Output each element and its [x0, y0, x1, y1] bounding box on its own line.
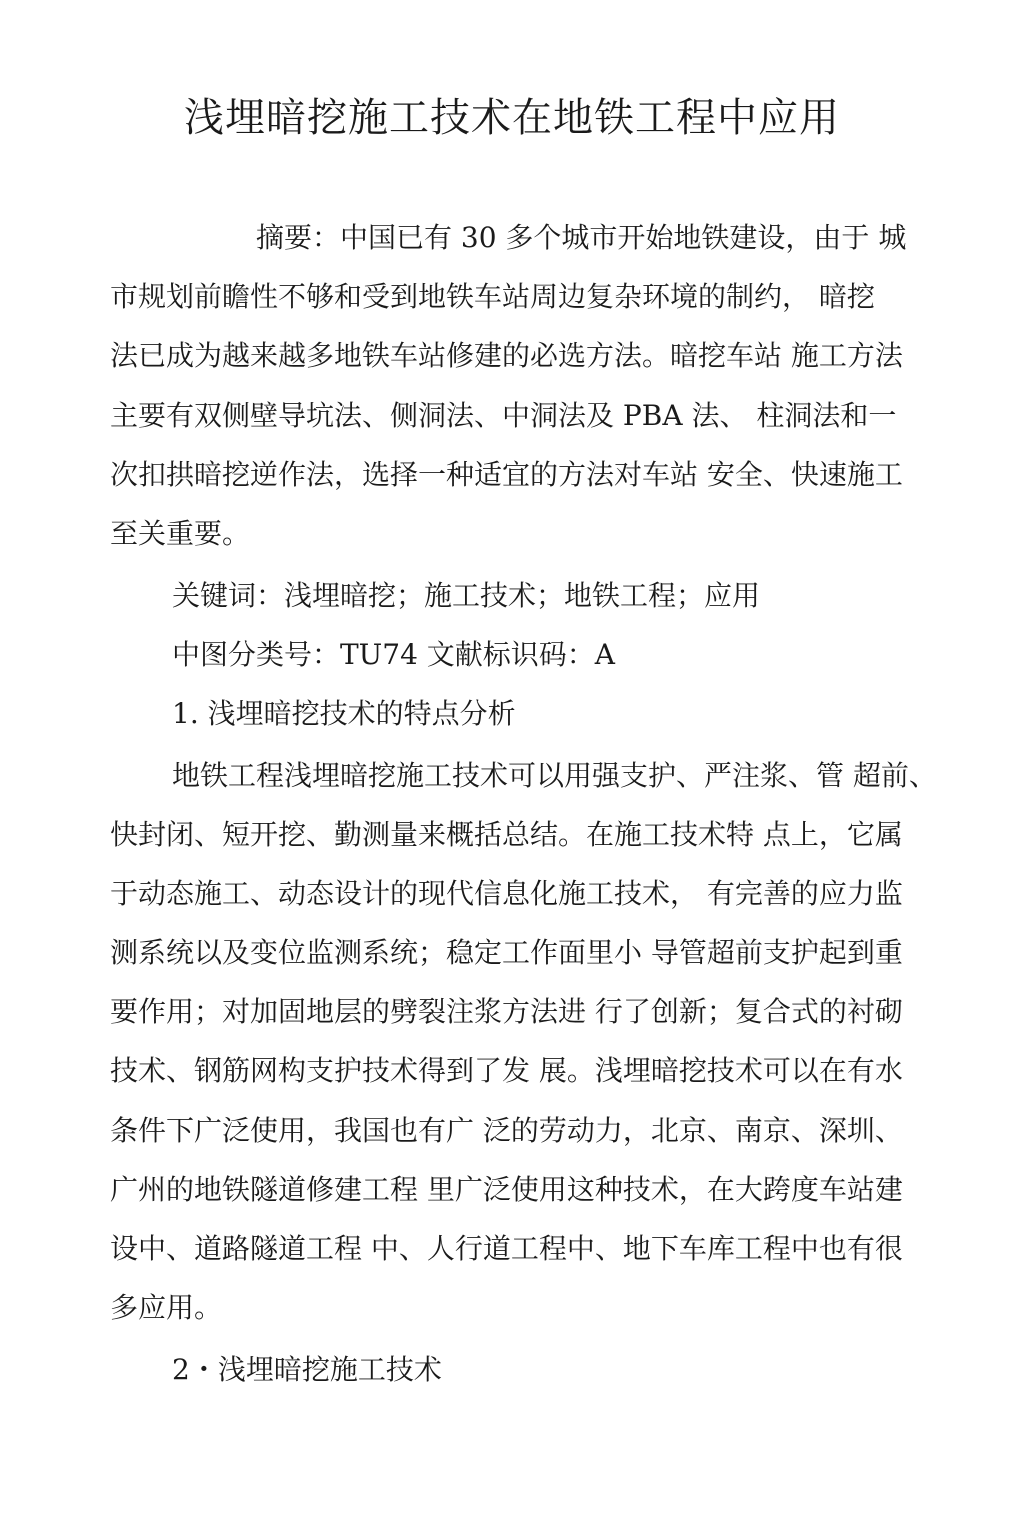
section-1-heading: 1. 浅埋暗挖技术的特点分析: [172, 697, 516, 730]
abstract-line: 市规划前瞻性不够和受到地铁车站周边复杂环境的制约， 暗挖: [110, 280, 875, 313]
section-1-line: 广州的地铁隧道修建工程 里广泛使用这种技术，在大跨度车站建: [110, 1173, 903, 1206]
section-1-line: 地铁工程浅埋暗挖施工技术可以用强支护、严注浆、管 超前、: [172, 759, 937, 792]
section-1-line: 要作用；对加固地层的劈裂注浆方法进 行了创新；复合式的衬砌: [110, 995, 903, 1028]
section-1-line: 多应用。: [110, 1291, 223, 1324]
section-1-line: 条件下广泛使用，我国也有广 泛的劳动力，北京、南京、深圳、: [110, 1114, 903, 1147]
abstract-line: 次扣拱暗挖逆作法，选择一种适宜的方法对车站 安全、快速施工: [110, 458, 903, 491]
section-1-line: 于动态施工、动态设计的现代信息化施工技术， 有完善的应力监: [110, 877, 903, 910]
section-2-heading: 2・浅埋暗挖施工技术: [172, 1353, 442, 1386]
abstract-line: 法已成为越来越多地铁车站修建的必选方法。暗挖车站 施工方法: [110, 339, 903, 372]
section-1-line: 设中、道路隧道工程 中、人行道工程中、地下车库工程中也有很: [110, 1232, 903, 1265]
section-1-line: 测系统以及变位监测系统；稳定工作面里小 导管超前支护起到重: [110, 936, 903, 969]
abstract-line: 摘要：中国已有 30 多个城市开始地铁建设，由于 城: [256, 221, 907, 254]
keywords-line: 关键词：浅埋暗挖；施工技术；地铁工程；应用: [172, 579, 761, 612]
document-title: 浅埋暗挖施工技术在地铁工程中应用: [184, 95, 840, 141]
classification-line: 中图分类号：TU74 文献标识码：A: [172, 638, 616, 671]
abstract-line: 至关重要。: [110, 517, 251, 550]
section-1-line: 技术、钢筋网构支护技术得到了发 展。浅埋暗挖技术可以在有水: [110, 1054, 903, 1087]
section-1-line: 快封闭、短开挖、勤测量来概括总结。在施工技术特 点上，它属: [110, 818, 903, 851]
abstract-line: 主要有双侧壁导坑法、侧洞法、中洞法及 PBA 法、 柱洞法和一: [110, 399, 897, 432]
